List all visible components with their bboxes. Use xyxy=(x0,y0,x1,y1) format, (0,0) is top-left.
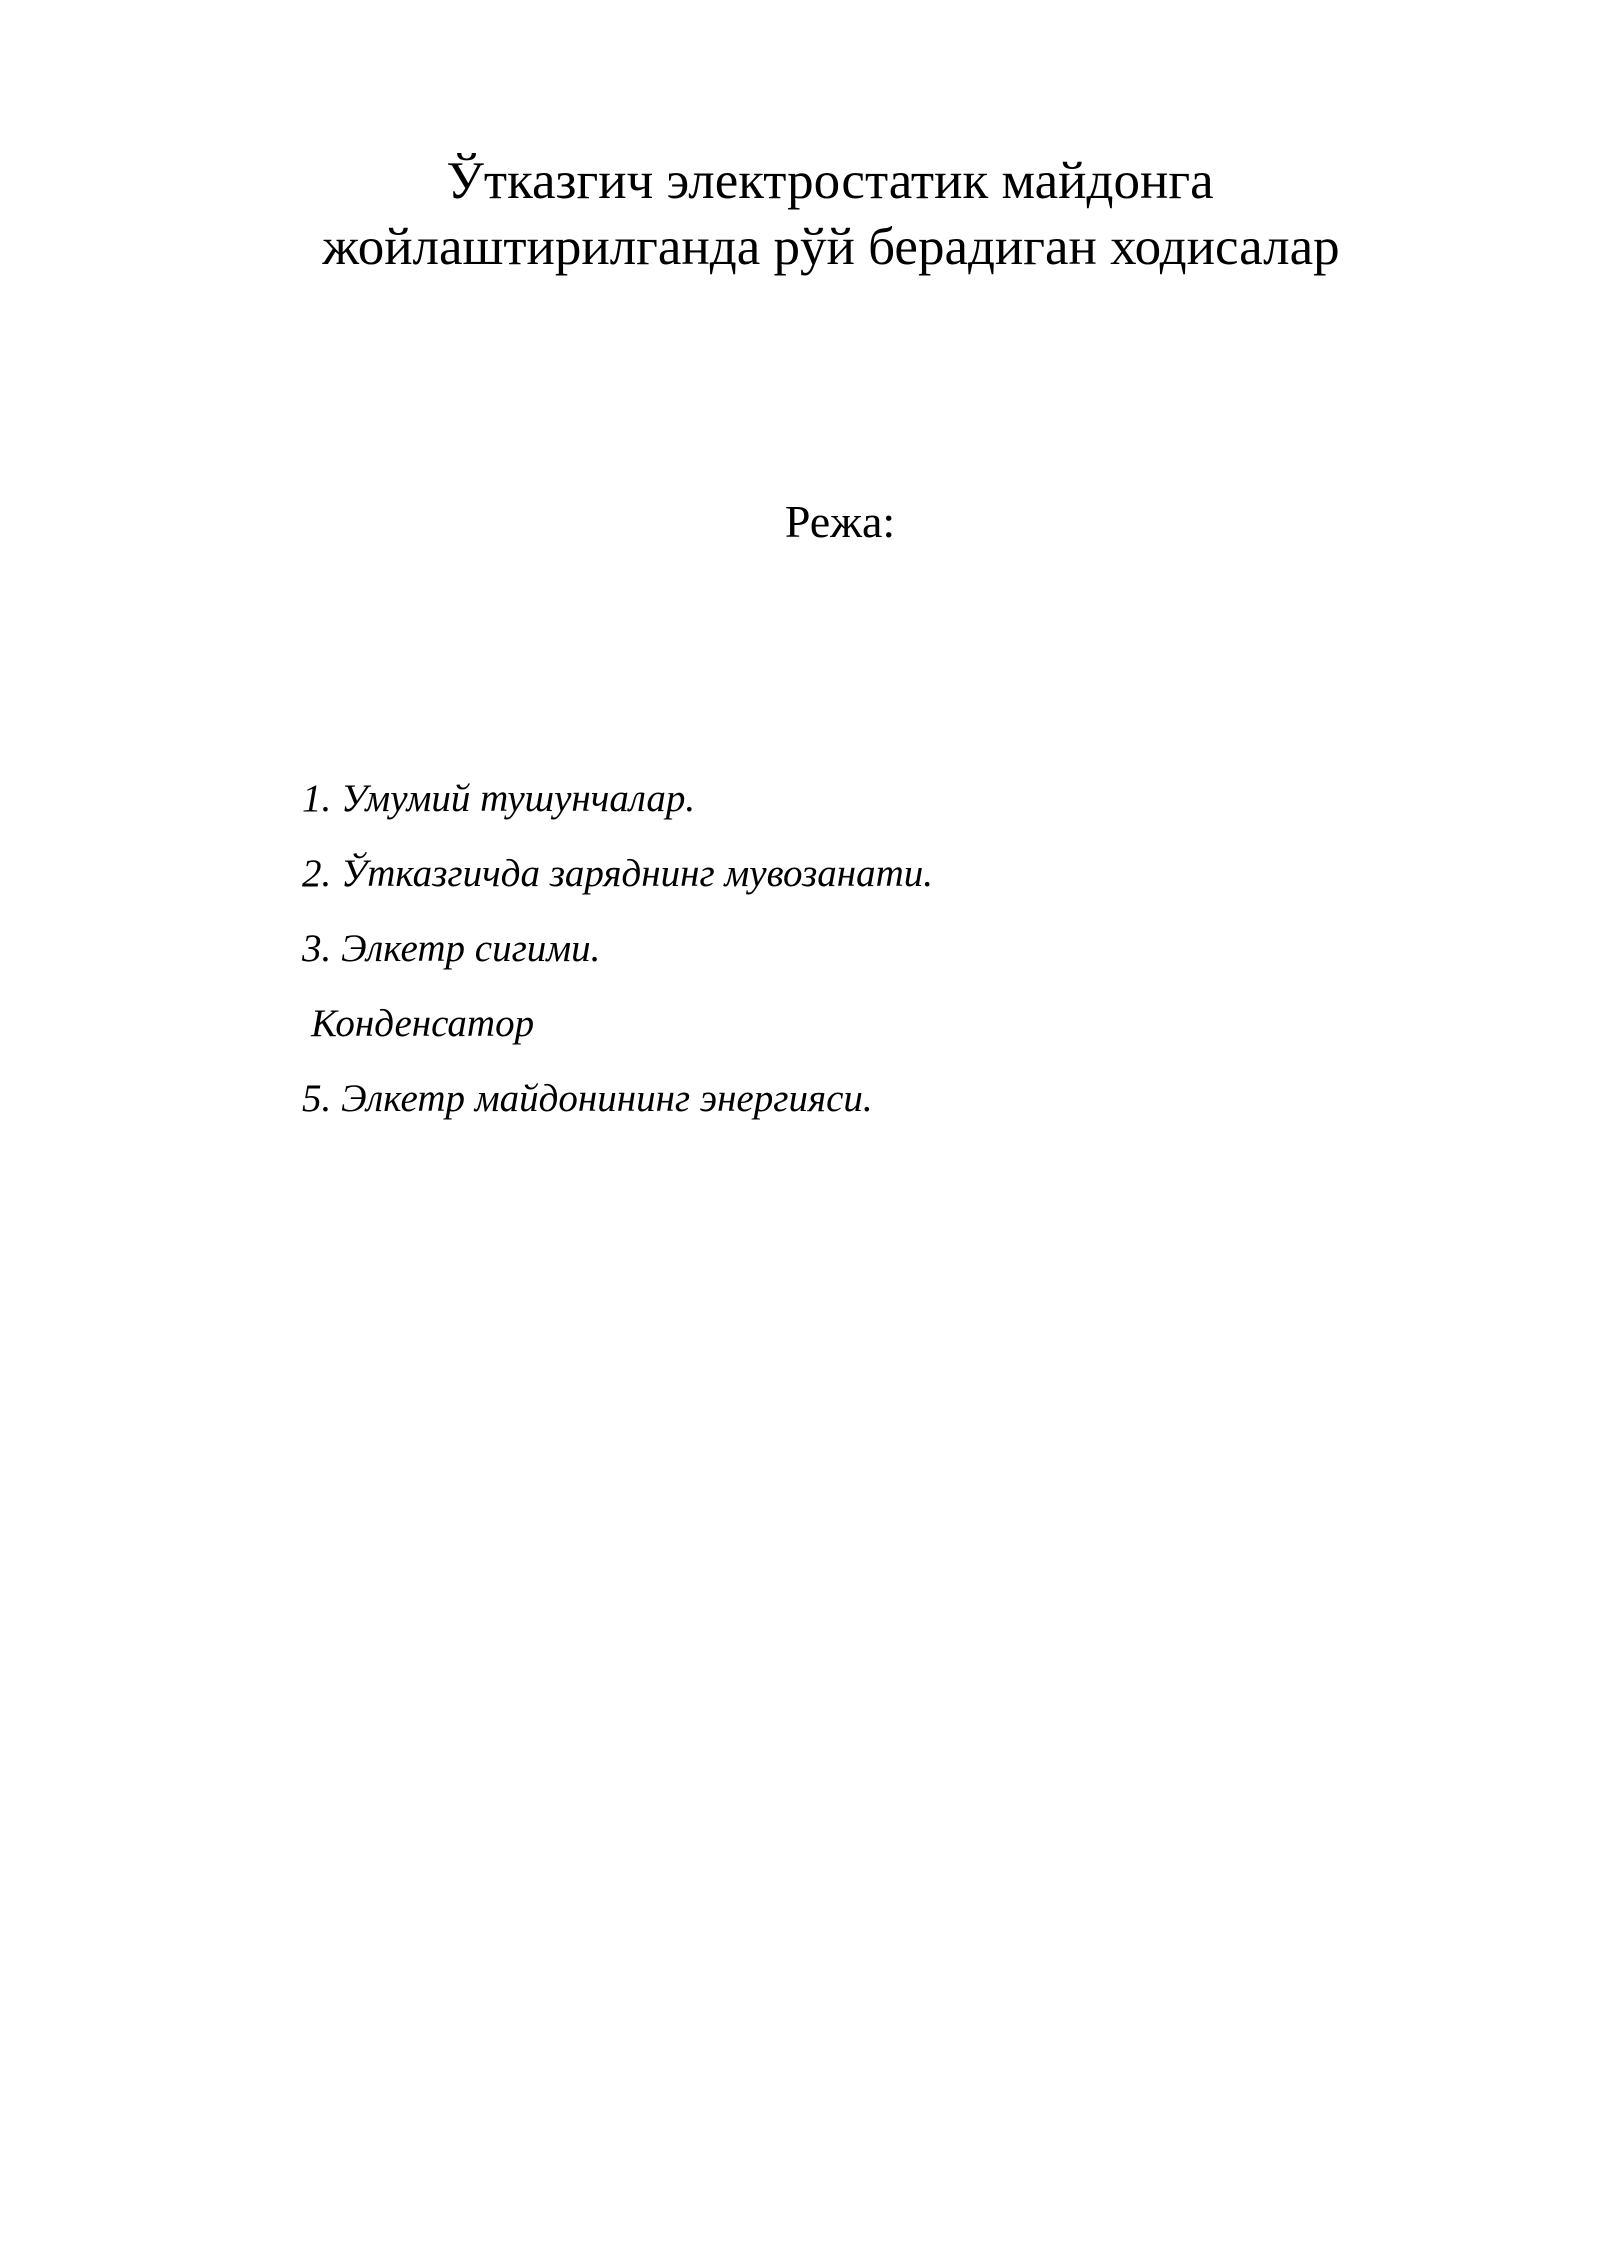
plan-list xyxy=(302,776,933,1151)
title-line-2: жойлаштирилганда рўй берадиган ходисалар xyxy=(322,218,1340,276)
plan-heading: Режа: xyxy=(784,496,896,547)
title-line-1: Ўтказгич электростатик майдонга xyxy=(446,152,1214,210)
document-title xyxy=(0,148,1600,280)
plan-item: 1. Умумий тушунчалар. xyxy=(302,777,696,820)
plan-item: 2. Ўтказгичда заряднинг мувозанати. xyxy=(302,852,933,895)
plan-item: 3. Элкетр сигими. xyxy=(302,927,601,970)
plan-item: Конденсатор xyxy=(311,1002,535,1045)
plan-item: 5. Элкетр майдонининг энергияси. xyxy=(302,1077,873,1120)
